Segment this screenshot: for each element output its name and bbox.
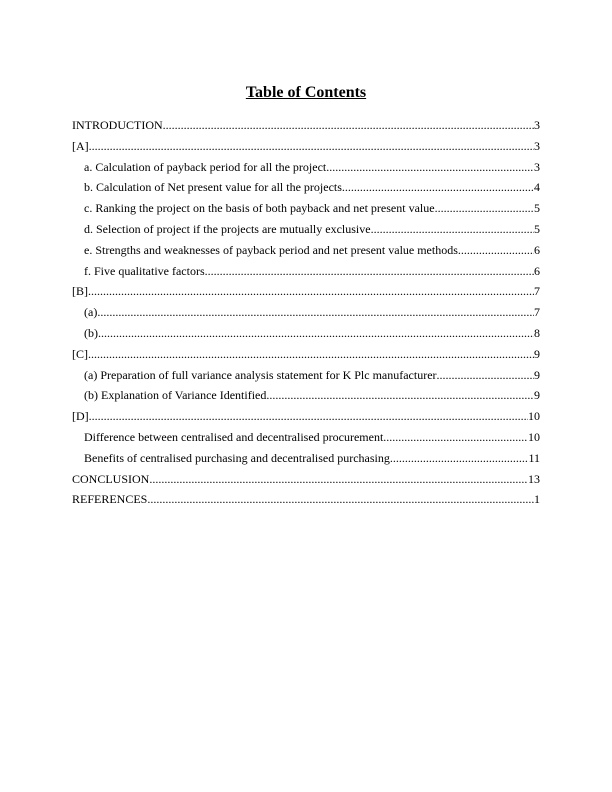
toc-dot-leader xyxy=(437,365,534,386)
toc-dot-leader xyxy=(390,448,529,469)
toc-entry-label: CONCLUSION xyxy=(72,471,150,486)
toc-page-number: 4 xyxy=(534,180,540,195)
toc-entry-b-b[interactable] xyxy=(72,323,540,344)
toc-dot-leader xyxy=(97,302,534,323)
toc-entry-section-d[interactable] xyxy=(72,406,540,427)
toc-dot-leader xyxy=(266,385,534,406)
toc-dot-leader xyxy=(371,219,534,240)
toc-page-number: 11 xyxy=(528,450,540,465)
toc-dot-leader xyxy=(89,136,534,157)
toc-entry-conclusion[interactable] xyxy=(72,469,540,490)
toc-dot-leader xyxy=(342,177,534,198)
toc-page-number: 10 xyxy=(528,409,540,424)
toc-entry-section-c[interactable] xyxy=(72,344,540,365)
toc-entry-selection[interactable] xyxy=(72,219,540,240)
toc-entry-label: [D] xyxy=(72,409,89,424)
toc-dot-leader xyxy=(163,115,534,136)
toc-page-number: 5 xyxy=(534,201,540,216)
toc-entry-introduction[interactable] xyxy=(72,115,540,136)
toc-dot-leader xyxy=(435,198,534,219)
toc-entry-section-b[interactable] xyxy=(72,281,540,302)
toc-page-number: 6 xyxy=(534,263,540,278)
toc-page-number: 8 xyxy=(534,325,540,340)
toc-entry-qualitative-factors[interactable] xyxy=(72,261,540,282)
toc-entry-label: (a) Preparation of full variance analysis statement for K Plc manufacturer xyxy=(84,367,437,382)
toc-entry-label: e. Strengths and weaknesses of payback period and net present value methods xyxy=(84,242,458,257)
toc-page-number: 6 xyxy=(534,242,540,257)
toc-entry-purchasing-benefits[interactable] xyxy=(72,448,540,469)
toc-entry-variance-statement[interactable] xyxy=(72,365,540,386)
toc-dot-leader xyxy=(205,261,534,282)
toc-entry-label: REFERENCES xyxy=(72,492,148,507)
toc-page-number: 3 xyxy=(534,138,540,153)
toc-page-number: 3 xyxy=(534,118,540,132)
toc-dot-leader xyxy=(88,344,534,365)
toc-entry-label: d. Selection of project if the projects are mutually exclusive xyxy=(84,221,371,236)
toc-page-number: 1 xyxy=(534,492,540,507)
toc-dot-leader xyxy=(98,323,534,344)
toc-entry-label: Difference between centralised and decentralised procurement xyxy=(84,429,384,444)
toc-page-number: 13 xyxy=(528,471,540,486)
toc-title: Table of Contents xyxy=(245,84,367,101)
toc-dot-leader xyxy=(147,489,534,510)
toc-entry-label: (a) xyxy=(84,305,98,320)
toc-page-number: 9 xyxy=(534,346,540,361)
toc-entry-label: INTRODUCTION xyxy=(72,118,163,132)
toc-entry-variance-explanation[interactable] xyxy=(72,385,540,406)
toc-dot-leader xyxy=(326,157,534,178)
toc-entry-strengths-weaknesses[interactable] xyxy=(72,240,540,261)
toc-entry-label: a. Calculation of payback period for all the project xyxy=(84,159,327,174)
toc-page-number: 5 xyxy=(534,221,540,236)
toc-entry-label: f. Five qualitative factors xyxy=(84,263,205,278)
toc-page-number: 7 xyxy=(534,305,540,320)
toc-entry-references[interactable] xyxy=(72,489,540,510)
toc-page-number: 10 xyxy=(528,429,540,444)
toc-entry-net-present-value[interactable] xyxy=(72,177,540,198)
toc-entry-label: [B] xyxy=(72,284,88,299)
toc-dot-leader xyxy=(149,469,528,490)
toc-entry-label: [A] xyxy=(72,138,89,153)
toc-entry-label: Benefits of centralised purchasing and decentralised purchasing xyxy=(84,450,390,465)
toc-entry-section-a[interactable] xyxy=(72,136,540,157)
toc-entry-label: (b) Explanation of Variance Identified xyxy=(84,388,267,403)
toc-dot-leader xyxy=(89,406,528,427)
toc-dot-leader xyxy=(383,427,528,448)
toc-entry-label: b. Calculation of Net present value for all the projects xyxy=(84,180,342,195)
toc-entry-label: [C] xyxy=(72,346,88,361)
toc-entry-ranking[interactable] xyxy=(72,198,540,219)
toc-page-number: 3 xyxy=(534,159,540,174)
toc-entry-label: c. Ranking the project on the basis of both payback and net present value xyxy=(84,201,435,216)
toc-entry-label: (b) xyxy=(84,325,98,340)
toc-dot-leader xyxy=(458,240,534,261)
toc-dot-leader xyxy=(88,281,534,302)
toc-page-number: 7 xyxy=(534,284,540,299)
toc-page-number: 9 xyxy=(534,388,540,403)
toc-entry-b-a[interactable] xyxy=(72,302,540,323)
toc-page-number: 9 xyxy=(534,367,540,382)
toc-entry-procurement-difference[interactable] xyxy=(72,427,540,448)
toc-list xyxy=(72,115,540,510)
toc-entry-payback-period[interactable] xyxy=(72,157,540,178)
